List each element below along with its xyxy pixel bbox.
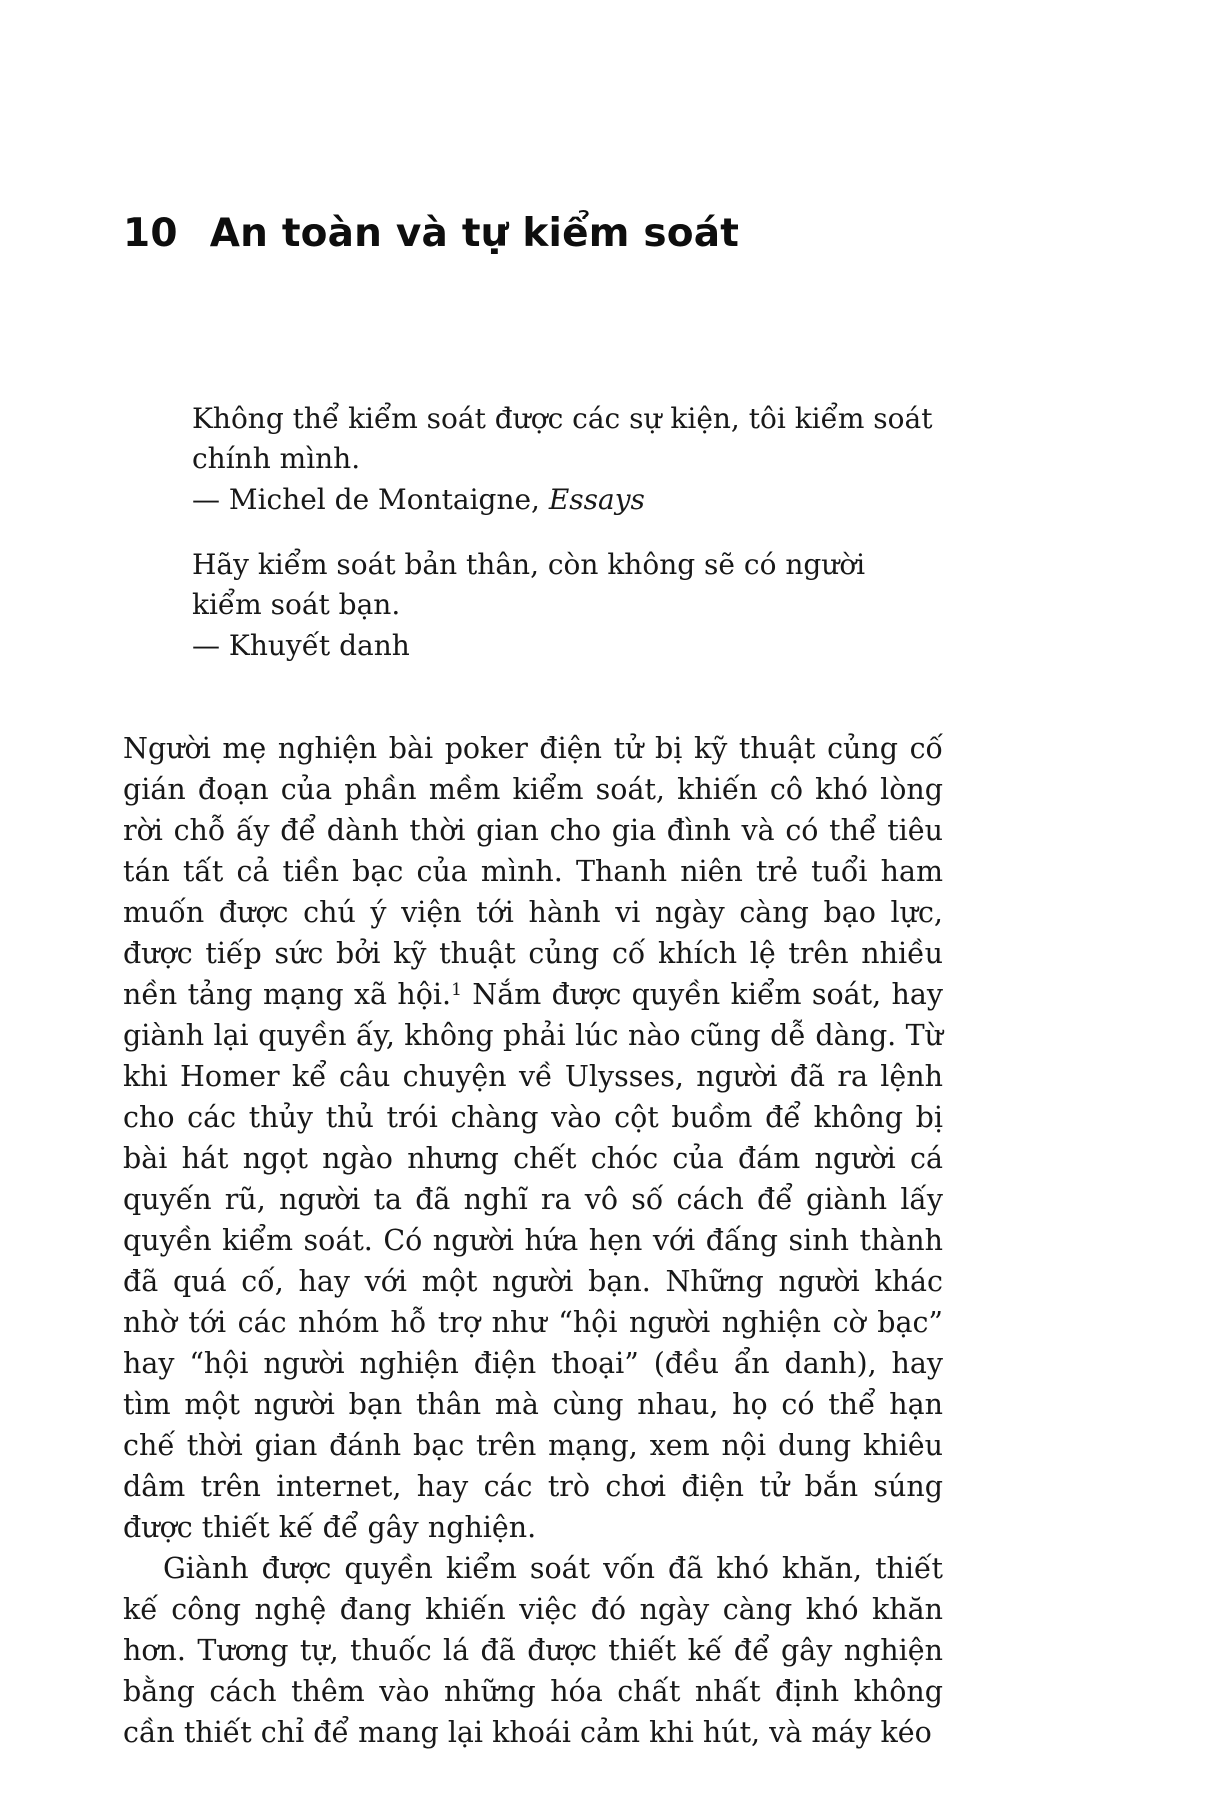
- paragraph-text: Người mẹ nghiện bài poker điện tử bị kỹ thuật củng cố gián đoạn của phần mềm kiểm soát, khiến cô khó lòng rời chỗ ấy để dành thời gian cho gia đình và có thể tiêu tán tất cả tiền bạc của mình. Thanh niên trẻ tuổi ham muốn được chú ý viện tới hành vi ngày càng bạo lực, được tiếp sức bởi kỹ thuật củng cố khích lệ trên nhiều nền tảng mạng xã hội.: [123, 731, 943, 1011]
- epigraph-attribution-work: Essays: [548, 482, 645, 516]
- epigraph-quote: Không thể kiểm soát được các sự kiện, tôi kiểm soát chính mình.: [192, 401, 933, 475]
- epigraph-attribution-text: — Khuyết danh: [192, 628, 410, 662]
- epigraph-section: [123, 399, 943, 666]
- footnote-marker: 1: [451, 979, 462, 1000]
- chapter-number: 10: [123, 211, 178, 256]
- epigraph-quote: Hãy kiểm soát bản thân, còn không sẽ có người kiểm soát bạn.: [192, 547, 866, 621]
- chapter-heading: [123, 212, 943, 257]
- epigraph-attribution: [192, 480, 943, 520]
- epigraph-attribution: [192, 626, 943, 666]
- body-text: [123, 728, 943, 1753]
- epigraph-montaigne: [192, 399, 943, 520]
- paragraph: [123, 728, 943, 1548]
- paragraph: Giành được quyền kiểm soát vốn đã khó khăn, thiết kế công nghệ đang khiến việc đó ngày càng khó khăn hơn. Tương tự, thuốc lá đã được thiết kế để gây nghiện bằng cách thêm vào những hóa chất nhất định không cần thiết chỉ để mang lại khoái cảm khi hút, và máy kéo: [123, 1551, 943, 1749]
- epigraph-attribution-text: — Michel de Montaigne,: [192, 482, 549, 516]
- chapter-title: An toàn và tự kiểm soát: [209, 211, 740, 256]
- epigraph-anonymous: [192, 545, 943, 666]
- paragraph-text: Nắm được quyền kiểm soát, hay giành lại quyền ấy, không phải lúc nào cũng dễ dàng. Từ khi Homer kể câu chuyện về Ulysses, người đã ra lệnh cho các thủy thủ trói chàng vào cột buồm để không bị bài hát ngọt ngào nhưng chết chóc của đám người cá quyến rũ, người ta đã nghĩ ra vô số cách để giành lấy quyền kiểm soát. Có người hứa hẹn với đấng sinh thành đã quá cố, hay với một người bạn. Những người khác nhờ tới các nhóm hỗ trợ như “hội người nghiện cờ bạc” hay “hội người nghiện điện thoại” (đều ẩn danh), hay tìm một người bạn thân mà cùng nhau, họ có thể hạn chế thời gian đánh bạc trên mạng, xem nội dung khiêu dâm trên internet, hay các trò chơi điện tử bắn súng được thiết kế để gây nghiện.: [123, 977, 943, 1544]
